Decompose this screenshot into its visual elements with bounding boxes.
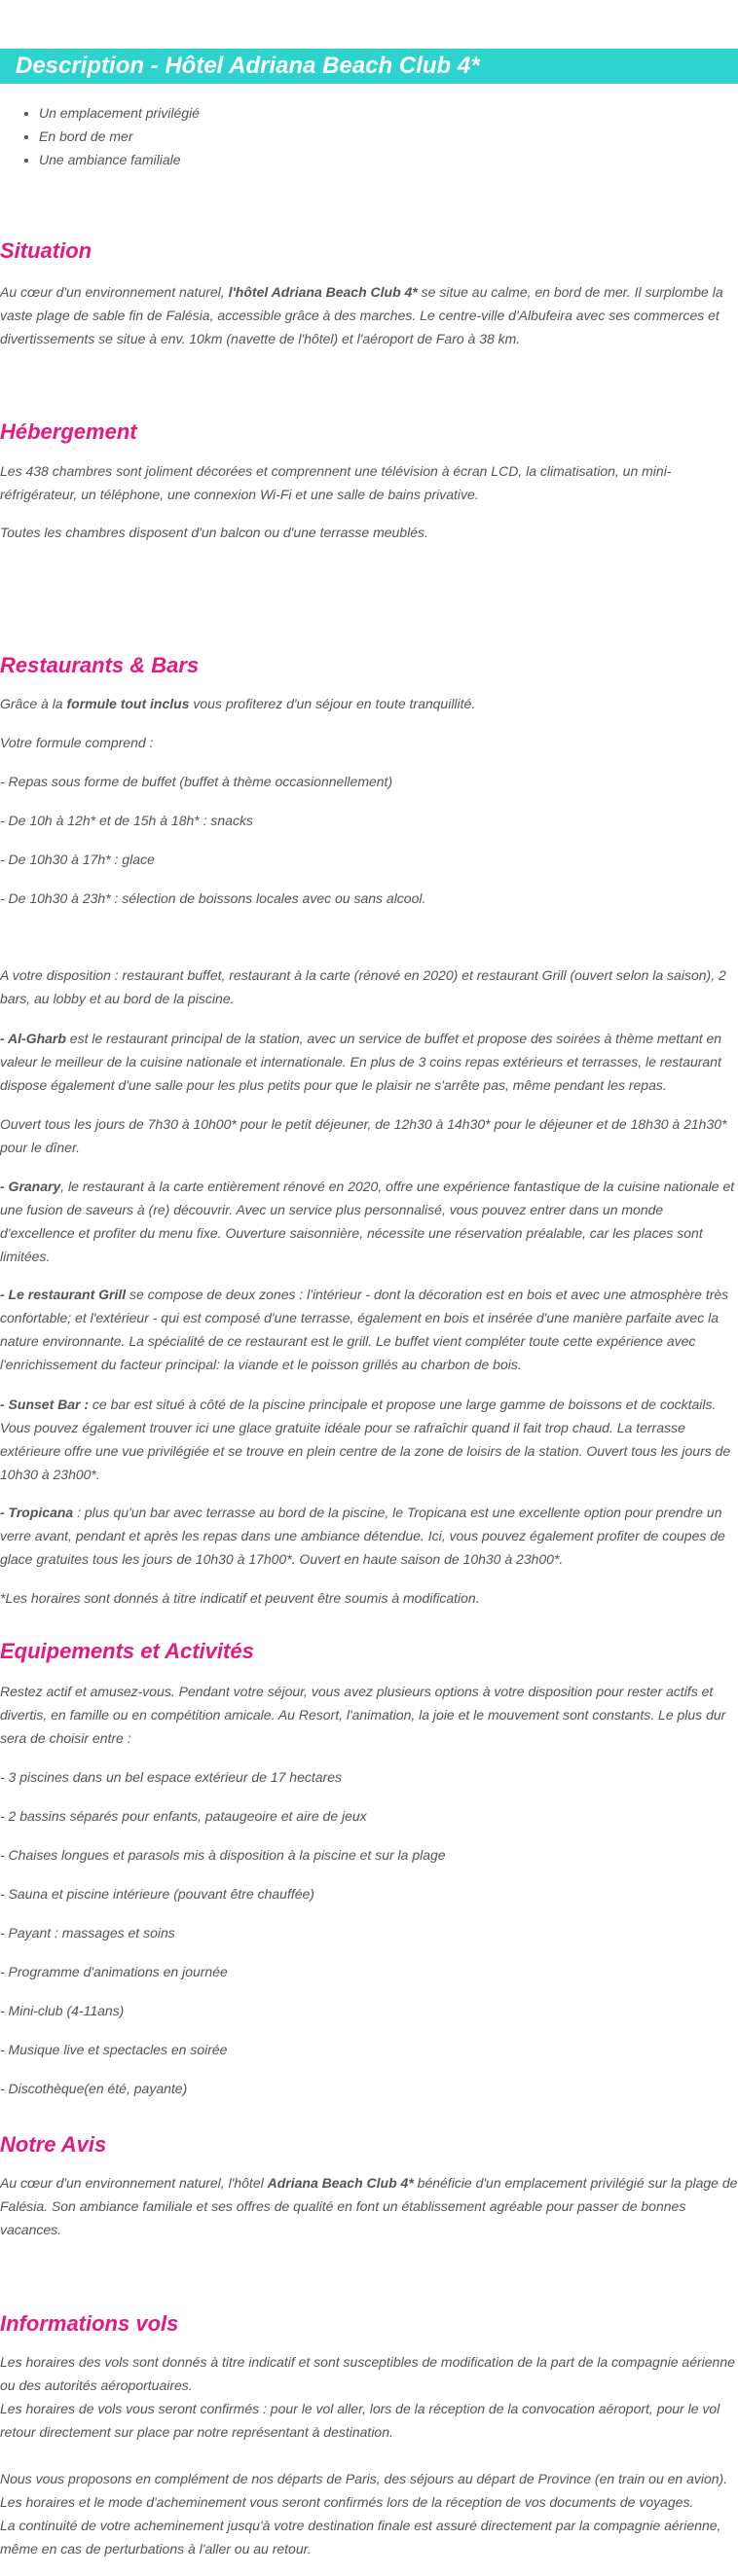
text-span: vous profiterez d'un séjour en toute tranquillité. (189, 696, 476, 711)
list-item: - Mini-club (4-11ans) (0, 2003, 125, 2018)
list-item: - Musique live et spectacles en soirée (0, 2042, 228, 2057)
situation-text (0, 280, 738, 350)
list-item: - Payant : massages et soins (0, 1925, 175, 1941)
list-item: - Repas sous forme de buffet (buffet à thème occasionnellement) (0, 774, 393, 789)
section-title-vols: Informations vols (0, 2311, 179, 2336)
list-item: • Un emplacement privilégié (39, 101, 200, 125)
text-span: bénéficie d'un emplacement privilégié sur la plage de Falésia. Son ambiance familiale et ses offres de qualité en font un établissement agréable pour passer de bonnes vacances. (0, 2175, 738, 2237)
list-item: - 2 bassins séparés pour enfants, pataugeoire et aire de jeux (0, 1808, 367, 1824)
vols-line: La continuité de votre acheminement jusqu'à votre destination finale est assuré directement par la compagnie aérienne, même en cas de perturbations à l'aller ou au retour. (0, 2518, 721, 2557)
banner-title: Description - Hôtel Adriana Beach Club 4* (16, 53, 480, 79)
formula-label: Votre formule comprend : (0, 735, 154, 750)
vols-line: Les horaires de vols vous seront confirmés : pour le vol aller, lors de la réception de la convocation aéroport, pour le vol retour directement sur place par notre représentant à destination. (0, 2401, 720, 2440)
hebergement-text-2: Toutes les chambres disposent d'un balcon ou d'une terrasse meublés. (0, 525, 428, 540)
granary-text (0, 1175, 738, 1268)
list-item: - De 10h30 à 17h* : glace (0, 852, 155, 867)
list-item: - De 10h30 à 23h* : sélection de boissons locales avec ou sans alcool. (0, 890, 426, 906)
al-gharb-text (0, 1027, 738, 1097)
section-title-situation: Situation (0, 238, 92, 263)
hebergement-text: Les 438 chambres sont joliment décorées et comprennent une télévision à écran LCD, la climatisation, un mini-réfrigérateur, un téléphone, une connexion Wi-Fi et une salle de bains privative. (0, 463, 672, 502)
vols-line: Nous vous proposons en complément de nos départs de Paris, des séjours au départ de Province (en train ou en avion). (0, 2471, 728, 2486)
bar-name: - Tropicana (0, 1505, 74, 1520)
text-span: : plus qu'un bar avec terrasse au bord de la piscine, le Tropicana est une excellente option pour prendre un verre avant, pendant et après les repas dans une ambiance détendue. Ici, vous pouvez également profiter de coupes de glace gratuites tous les jours de 10h30 à 17h00*. Ouvert en haute saison de 10h30 à 23h00*. (0, 1505, 725, 1567)
restaurants-intro (0, 692, 738, 715)
text-span: se compose de deux zones : l'intérieur - dont la décoration est en bois et avec une atmosphère très confortable; et l'extérieur - qui est composé d'une terrasse, également en bois et insérée d'une manière parfaite avec la nature environnante. La spécialité de ce restaurant est le grill. Le buffet vient compléter toute cette expérience avec l'enrichissement du facteur principal: la viande et le poisson grillés au charbon de bois. (0, 1287, 729, 1372)
list-item: - De 10h à 12h* et de 15h à 18h* : snacks (0, 813, 253, 828)
hotel-name: l'hôtel Adriana Beach Club 4* (228, 284, 418, 300)
list-item: - Discothèque(en été, payante) (0, 2081, 188, 2096)
restaurant-name: - Le restaurant Grill (0, 1287, 127, 1302)
text-span: Grâce à la (0, 696, 67, 711)
section-title-avis: Notre Avis (0, 2132, 107, 2157)
description-banner (0, 49, 738, 84)
hours-text: Ouvert tous les jours de 7h30 à 10h00* pour le petit déjeuner, de 12h30 à 14h30* pour le déjeuner et de 18h30 à 21h30* pour le dîner. (0, 1116, 727, 1155)
formula-name: formule tout inclus (66, 696, 190, 711)
restaurant-name: - Al-Gharb (0, 1031, 66, 1046)
highlights-list (0, 101, 200, 171)
avis-text (0, 2171, 738, 2241)
text-span: Au cœur d'un environnement naturel, (0, 284, 229, 300)
hotel-name: Adriana Beach Club 4* (267, 2175, 414, 2191)
equipements-intro: Restez actif et amusez-vous. Pendant votre séjour, vous avez plusieurs options à votre disposition pour rester actifs et divertis, en famille ou en compétition amicale. Au Resort, l'animation, la joie et le mouvement sont constants. Le plus dur sera de choisir entre : (0, 1684, 726, 1746)
equipements-list (0, 1765, 738, 2116)
formula-list (0, 770, 738, 925)
list-item: • En bord de mer (39, 125, 200, 148)
text-span: ce bar est situé à côté de la piscine principale et propose une large gamme de boissons et de cocktails. Vous pouvez également trouver ici une glace gratuite idéale pour se rafraîchir quand il fait trop chaud. La terrasse extérieure offre une vue privilégiée et se trouve en plein centre de la zone de loisirs de la station. Ouvert tous les jours de 10h30 à 23h00*. (0, 1397, 731, 1482)
text-span: Au cœur d'un environnement naturel, l'hôtel (0, 2175, 268, 2191)
section-title-equipements: Equipements et Activités (0, 1639, 254, 1663)
vols-text (0, 2350, 738, 2560)
sunset-text (0, 1393, 738, 1486)
list-item: - 3 piscines dans un bel espace extérieur de 17 hectares (0, 1769, 342, 1785)
restaurant-name: - Granary (0, 1179, 61, 1194)
text-span: se situe au calme, en bord de mer. Il surplombe la vaste plage de sable fin de Falésia, accessible grâce à des marches. Le centre-ville d'Albufeira avec ses commerces et divertissements se situe à env. 10km (navette de l'hôtel) et l'aéroport de Faro à 38 km. (0, 284, 723, 346)
spacer (0, 2444, 738, 2467)
section-title-restaurants: Restaurants & Bars (0, 653, 200, 677)
vols-line: Les horaires des vols sont donnés à titre indicatif et sont susceptibles de modification de la part de la compagnie aérienne ou des autorités aéroportuaires. (0, 2354, 735, 2393)
dispo-text: A votre disposition : restaurant buffet, restaurant à la carte (rénové en 2020) et restaurant Grill (ouvert selon la saison), 2 bars, au lobby et au bord de la piscine. (0, 967, 726, 1006)
list-item: - Chaises longues et parasols mis à disposition à la piscine et sur la plage (0, 1847, 446, 1863)
grill-text (0, 1283, 738, 1376)
text-span: , le restaurant à la carte entièrement rénové en 2020, offre une expérience fantastique de la cuisine nationale et une fusion de saveurs à (re) découvrir. Avec un service plus personnalisé, vous pouvez entrer dans un monde d'excellence et profiter du menu fixe. Ouverture saisonnière, nécessite une réservation préalable, car les places sont limitées. (0, 1179, 735, 1264)
hours-note: *Les horaires sont donnés à titre indicatif et peuvent être soumis à modification. (0, 1590, 480, 1606)
vols-line: Les horaires et le mode d'acheminement vous seront confirmés lors de la réception de vos documents de voyages. (0, 2494, 694, 2510)
list-item: • Une ambiance familiale (39, 148, 200, 171)
bar-name: - Sunset Bar : (0, 1397, 90, 1412)
list-item: - Programme d'animations en journée (0, 1964, 228, 1979)
section-title-hebergement: Hébergement (0, 419, 137, 444)
list-item: - Sauna et piscine intérieure (pouvant être chauffée) (0, 1886, 314, 1902)
tropicana-text (0, 1501, 738, 1571)
text-span: est le restaurant principal de la station, avec un service de buffet et propose des soirées à thème mettant en valeur le meilleur de la cuisine nationale et internationale. En plus de 3 coins repas extérieurs et terrasses, le restaurant dispose également d'une salle pour les plus petits pour que le plaisir ne s'arrête pas, même pendant les repas. (0, 1031, 722, 1093)
